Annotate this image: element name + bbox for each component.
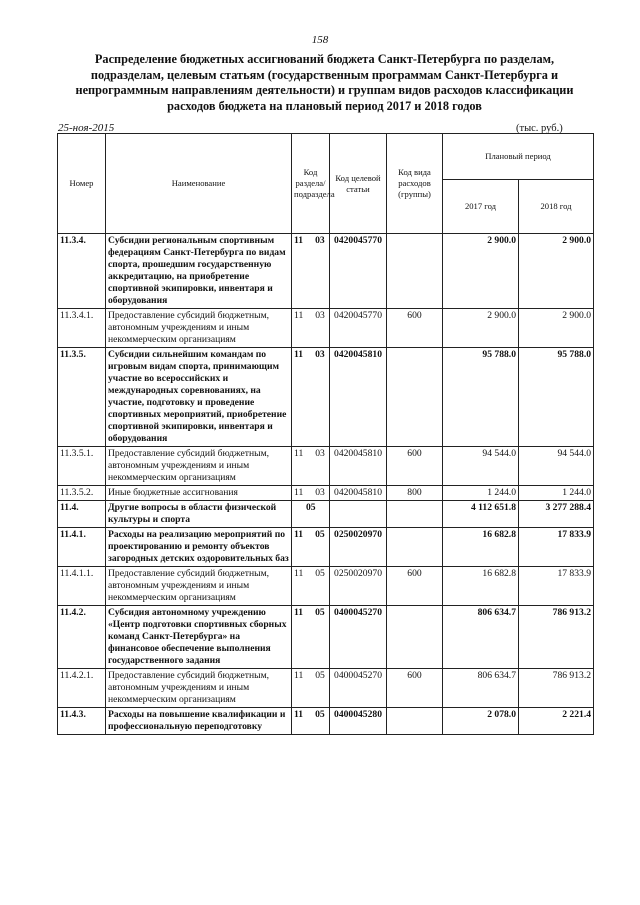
row-2017-value: 2 900.0: [443, 309, 519, 348]
row-section-code: 11 05: [292, 528, 330, 567]
row-2018-value: 95 788.0: [519, 348, 594, 447]
table-row: [58, 528, 594, 567]
report-date: 25-ноя-2015: [58, 122, 115, 134]
row-2017-value: 16 682.8: [443, 528, 519, 567]
header-2017: 2017 год: [443, 180, 519, 234]
row-name: Предоставление субсидий бюджетным, автономным учреждениям и иным некоммерческим организациям: [106, 309, 292, 348]
row-section-code: 11 03: [292, 348, 330, 447]
row-name: Субсидии сильнейшим командам по игровым видам спорта, принимающим участие во всероссийских и международных соревнованиях, на участие, подготовку и проведение спортивных мероприятий, приобретение спортивной экипировки, инвентаря и оборудования: [106, 348, 292, 447]
table-row: [58, 234, 594, 309]
header-expense-type-code: Код вида расходов (группы): [387, 134, 443, 234]
row-expense-type: 600: [387, 447, 443, 486]
row-expense-type: 600: [387, 567, 443, 606]
row-2017-value: 806 634.7: [443, 669, 519, 708]
table-row: [58, 447, 594, 486]
row-2018-value: 94 544.0: [519, 447, 594, 486]
row-number: 11.3.4.: [58, 234, 106, 309]
table-row: [58, 606, 594, 669]
table-row: [58, 708, 594, 735]
row-2017-value: 95 788.0: [443, 348, 519, 447]
row-target-code: 0420045810: [330, 486, 387, 501]
row-target-code: [330, 501, 387, 528]
row-2018-value: 2 900.0: [519, 234, 594, 309]
document-title: Распределение бюджетных ассигнований бюджета Санкт-Петербурга по разделам, подразделам, целевым статьям (государственным программам Санкт-Петербурга и непрограммным направлениям деятельности) и группам видов расходов классификации расходов бюджета на плановый период 2017 и 2018 годов: [75, 52, 574, 113]
row-number: 11.4.2.1.: [58, 669, 106, 708]
page-number: 158: [311, 34, 329, 46]
row-section-code: 11 03: [292, 309, 330, 348]
row-number: 11.4.: [58, 501, 106, 528]
row-name: Предоставление субсидий бюджетным, автономным учреждениям и иным некоммерческим организациям: [106, 447, 292, 486]
row-expense-type: [387, 348, 443, 447]
header-number: Номер: [58, 134, 106, 234]
row-target-code: 0400045270: [330, 606, 387, 669]
units-label: (тыс. руб.): [516, 123, 563, 134]
table-row: [58, 309, 594, 348]
row-target-code: 0400045280: [330, 708, 387, 735]
row-section-code: 11 03: [292, 486, 330, 501]
row-2018-value: 17 833.9: [519, 567, 594, 606]
row-number: 11.4.1.1.: [58, 567, 106, 606]
table-row: [58, 348, 594, 447]
header-section-code: Код раздела/ подраздела: [292, 134, 330, 234]
row-name: Предоставление субсидий бюджетным, автономным учреждениям и иным некоммерческим организациям: [106, 567, 292, 606]
table-row: [58, 567, 594, 606]
row-name: Субсидия автономному учреждению «Центр подготовки спортивных сборных команд Санкт-Петербурга» на финансовое обеспечение выполнения государственного задания: [106, 606, 292, 669]
row-2017-value: 94 544.0: [443, 447, 519, 486]
row-2018-value: 3 277 288.4: [519, 501, 594, 528]
row-expense-type: 800: [387, 486, 443, 501]
row-2018-value: 1 244.0: [519, 486, 594, 501]
row-name: Субсидии региональным спортивным федерациям Санкт-Петербурга по видам спорта, прошедшим государственную аккредитацию, на приобретение спортивной экипировки, инвентаря и оборудования: [106, 234, 292, 309]
row-2018-value: 2 900.0: [519, 309, 594, 348]
table-row: [58, 669, 594, 708]
table-row: [58, 501, 594, 528]
row-2017-value: 16 682.8: [443, 567, 519, 606]
row-number: 11.4.2.: [58, 606, 106, 669]
row-2017-value: 2 900.0: [443, 234, 519, 309]
row-2017-value: 2 078.0: [443, 708, 519, 735]
row-2017-value: 806 634.7: [443, 606, 519, 669]
row-name: Иные бюджетные ассигнования: [106, 486, 292, 501]
row-2018-value: 2 221.4: [519, 708, 594, 735]
row-target-code: 0250020970: [330, 528, 387, 567]
row-section-code: 11 05: [292, 567, 330, 606]
row-target-code: 0420045770: [330, 234, 387, 309]
row-expense-type: [387, 528, 443, 567]
row-2017-value: 4 112 651.8: [443, 501, 519, 528]
row-number: 11.4.1.: [58, 528, 106, 567]
row-section-code: 11 03: [292, 447, 330, 486]
header-target-code: Код целевой статьи: [330, 134, 387, 234]
row-target-code: 0420045770: [330, 309, 387, 348]
row-name: Предоставление субсидий бюджетным, автономным учреждениям и иным некоммерческим организациям: [106, 669, 292, 708]
row-name: Расходы на повышение квалификации и профессиональную переподготовку: [106, 708, 292, 735]
table-row: [58, 486, 594, 501]
row-section-code: 11 03: [292, 234, 330, 309]
row-number: 11.4.3.: [58, 708, 106, 735]
row-number: 11.3.4.1.: [58, 309, 106, 348]
row-section-code: 05: [292, 501, 330, 528]
header-name: Наименование: [106, 134, 292, 234]
row-number: 11.3.5.1.: [58, 447, 106, 486]
row-target-code: 0250020970: [330, 567, 387, 606]
row-expense-type: [387, 606, 443, 669]
row-name: Другие вопросы в области физической культуры и спорта: [106, 501, 292, 528]
budget-table: [57, 133, 594, 735]
row-2017-value: 1 244.0: [443, 486, 519, 501]
row-number: 11.3.5.2.: [58, 486, 106, 501]
row-section-code: 11 05: [292, 669, 330, 708]
row-section-code: 11 05: [292, 606, 330, 669]
row-2018-value: 17 833.9: [519, 528, 594, 567]
row-target-code: 0420045810: [330, 447, 387, 486]
row-expense-type: [387, 708, 443, 735]
header-2018: 2018 год: [519, 180, 594, 234]
row-2018-value: 786 913.2: [519, 606, 594, 669]
row-section-code: 11 05: [292, 708, 330, 735]
row-target-code: 0400045270: [330, 669, 387, 708]
row-name: Расходы на реализацию мероприятий по проектированию и ремонту объектов загородных детских оздоровительных баз: [106, 528, 292, 567]
row-expense-type: 600: [387, 309, 443, 348]
row-number: 11.3.5.: [58, 348, 106, 447]
row-expense-type: 600: [387, 669, 443, 708]
row-2018-value: 786 913.2: [519, 669, 594, 708]
row-expense-type: [387, 501, 443, 528]
row-target-code: 0420045810: [330, 348, 387, 447]
row-expense-type: [387, 234, 443, 309]
header-planned-period: Плановый период: [443, 134, 594, 180]
